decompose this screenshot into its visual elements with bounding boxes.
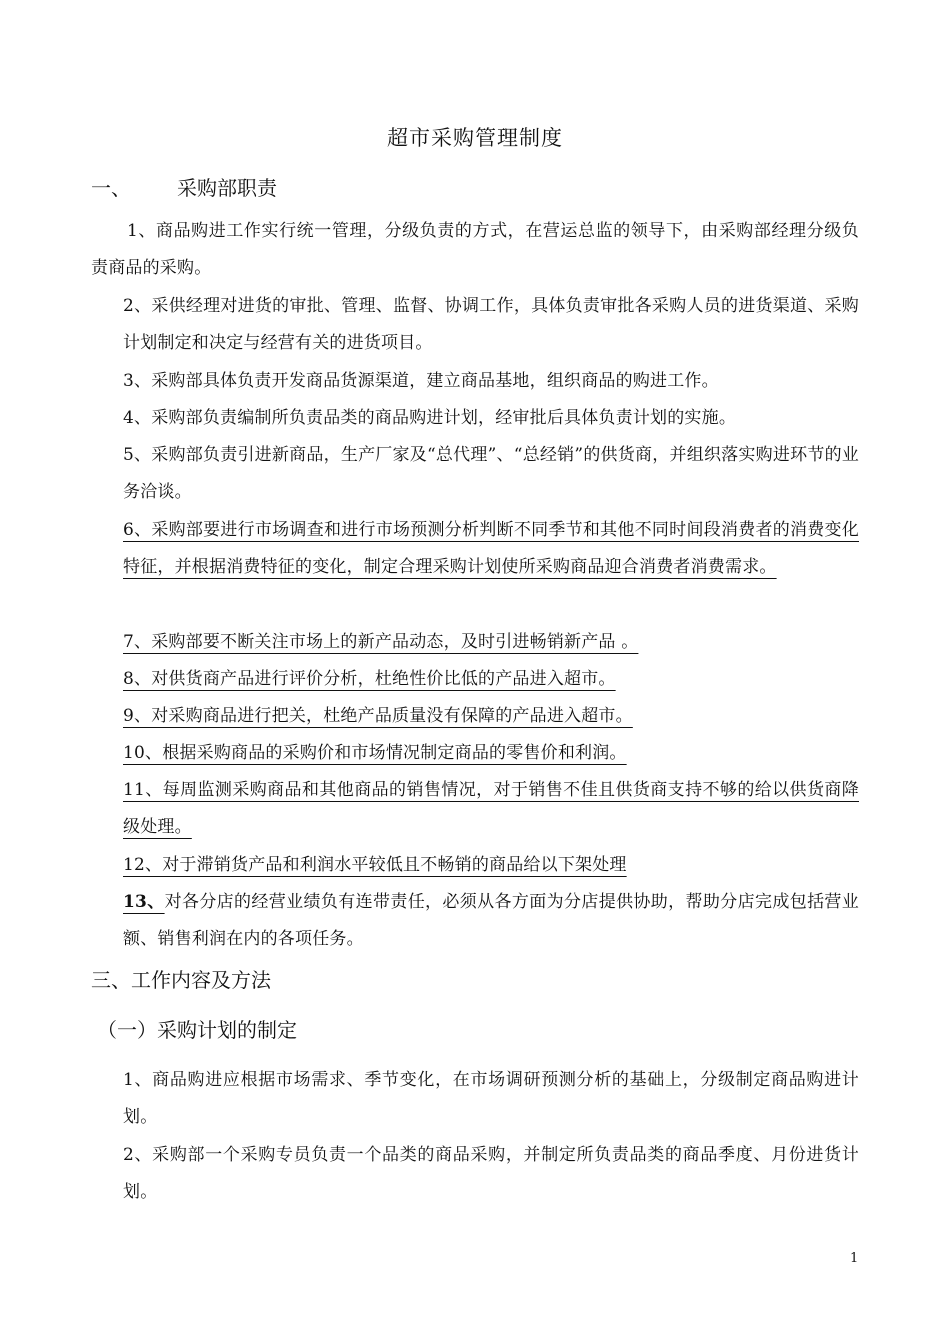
section-1-item-6 <box>123 512 859 586</box>
section-1-item-6-text: 6、采购部要进行市场调查和进行市场预测分析判断不同季节和其他不同时间段消费者的消费变化特征，并根据消费特征的变化，制定合理采购计划使所采购商品迎合消费者消费需求。 <box>123 520 859 577</box>
section-1-item-12-text: 12、对于滞销货产品和利润水平较低且不畅销的商品给以下架处理 <box>123 855 627 875</box>
section-1-item-2: 2、采供经理对进货的审批、管理、监督、协调工作，具体负责审批各采购人员的进货渠道、采购计划制定和决定与经营有关的进货项目。 <box>123 296 859 353</box>
section-1-item-12 <box>123 847 859 884</box>
section-1-item-7-text: 7、采购部要不断关注市场上的新产品动态，及时引进畅销新产品 。 <box>123 632 639 652</box>
section-1-number: 一、 <box>91 176 131 200</box>
section-1-item-8-text: 8、对供货商产品进行评价分析，杜绝性价比低的产品进入超市。 <box>123 669 616 689</box>
section-1-item-1: 1、商品购进工作实行统一管理，分级负责的方式，在营运总监的领导下，由采购部经理分级负责商品的采购。 <box>91 221 859 278</box>
document-title: 超市采购管理制度 <box>387 126 563 150</box>
section-1-item-11 <box>123 772 859 846</box>
section-1-item-7 <box>123 624 859 661</box>
section-1-item-10 <box>123 735 859 772</box>
section-1-item-13-number: 13、 <box>123 892 165 912</box>
section-1-title: 采购部职责 <box>177 176 277 200</box>
section-3-item-2: 2、采购部一个采购专员负责一个品类的商品采购，并制定所负责品类的商品季度、月份进货计划。 <box>123 1145 859 1202</box>
section-3-subheading: （一）采购计划的制定 <box>97 1018 297 1042</box>
section-1-item-11-text: 11、每周监测采购商品和其他商品的销售情况，对于销售不佳且供货商支持不够的给以供货商降级处理。 <box>123 780 859 837</box>
section-1-item-3: 3、采购部具体负责开发商品货源渠道，建立商品基地，组织商品的购进工作。 <box>123 371 719 391</box>
section-1-item-9-text: 9、对采购商品进行把关，杜绝产品质量没有保障的产品进入超市。 <box>123 706 633 726</box>
section-1-item-13 <box>123 884 859 958</box>
section-1-item-13-text: 对各分店的经营业绩负有连带责任，必须从各方面为分店提供协助，帮助分店完成包括营业额、销售利润在内的各项任务。 <box>123 892 859 949</box>
page-number: 1 <box>850 1251 859 1266</box>
section-1-item-5: 5、采购部负责引进新商品，生产厂家及“总代理”、“总经销”的供货商，并组织落实购进环节的业务洽谈。 <box>123 445 859 502</box>
section-3-heading: 三、工作内容及方法 <box>91 968 271 992</box>
section-1-item-9 <box>123 698 859 735</box>
section-1-heading <box>91 174 277 202</box>
section-1-item-10-text: 10、根据采购商品的采购价和市场情况制定商品的零售价和利润。 <box>123 743 627 763</box>
section-1-item-8 <box>123 661 859 698</box>
section-1-item-4: 4、采购部负责编制所负责品类的商品购进计划，经审批后具体负责计划的实施。 <box>123 408 737 428</box>
section-3-item-1: 1、商品购进应根据市场需求、季节变化，在市场调研预测分析的基础上，分级制定商品购进计划。 <box>123 1070 859 1127</box>
